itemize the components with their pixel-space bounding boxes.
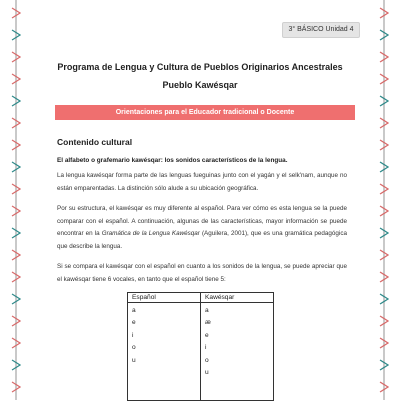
- border-motif-mark: [12, 140, 20, 150]
- border-motif-mark: [380, 8, 388, 18]
- kawesqar-vowels-cell: [201, 303, 274, 401]
- border-motif-mark: [12, 74, 20, 84]
- border-motif-mark: [380, 162, 388, 172]
- vowel-espanol: o: [132, 344, 136, 352]
- vowel-kawesqar: o: [205, 356, 209, 364]
- border-motif-mark: [12, 30, 20, 40]
- paragraph-structure: [57, 203, 347, 253]
- unit-tag: 3° BÁSICO Unidad 4: [282, 22, 360, 38]
- border-motif-mark: [380, 382, 388, 392]
- border-motif-mark: [380, 272, 388, 282]
- paragraph-structure-text: Por su estructura, el kawésqar es muy diferente al español. Para ver cómo es esta lengua se la puede comparar con el español. A continuación, algunas de las características, mayor información se puede encontrar en la: [57, 205, 347, 237]
- border-motif-mark: [380, 360, 388, 370]
- grammar-reference: Gramática de la Lengua Kawésqar: [101, 230, 200, 237]
- border-motif-mark: [380, 140, 388, 150]
- border-motif-mark: [380, 184, 388, 194]
- border-motif-mark: [12, 228, 20, 238]
- paragraph-structure-tail: (Aguilera, 2001), que es una gramática pedagógica que describe la lengua.: [57, 230, 347, 250]
- program-title: Programa de Lengua y Cultura de Pueblos Originarios Ancestrales: [57, 62, 343, 72]
- decorative-border-left: [11, 0, 21, 400]
- border-motif-right: [379, 0, 389, 400]
- border-motif-mark: [380, 96, 388, 106]
- subheading: El alfabeto o grafemario kawésqar: los sonidos característicos de la lengua.: [57, 157, 288, 164]
- border-motif-mark: [12, 316, 20, 326]
- border-motif-mark: [380, 338, 388, 348]
- border-motif-mark: [12, 96, 20, 106]
- people-title: Pueblo Kawésqar: [162, 80, 238, 90]
- border-motif-mark: [12, 272, 20, 282]
- vowel-kawesqar: u: [205, 368, 209, 376]
- vowel-espanol: u: [132, 356, 136, 364]
- border-motif-mark: [12, 52, 20, 62]
- border-motif-mark: [380, 52, 388, 62]
- border-motif-mark: [12, 162, 20, 172]
- border-motif-mark: [380, 74, 388, 84]
- border-motif-mark: [12, 294, 20, 304]
- vowel-comparison-table: [127, 292, 274, 401]
- vowel-kawesqar: e: [205, 331, 209, 339]
- border-motif-mark: [12, 250, 20, 260]
- vowel-espanol: i: [132, 331, 134, 339]
- column-header-espanol: Español: [128, 293, 201, 303]
- vowel-kawesqar: æ: [205, 319, 211, 327]
- border-motif-mark: [12, 206, 20, 216]
- paragraph-intro: La lengua kawésqar forma parte de las lenguas fueguinas junto con el yagán y el selk'nam, aunque no están emparentadas. La distinción sólo alude a su ubicación geográfica.: [57, 172, 347, 192]
- espanol-vowels-cell: [128, 303, 201, 401]
- border-motif-mark: [12, 8, 20, 18]
- border-motif-mark: [12, 118, 20, 128]
- border-motif-left: [11, 0, 21, 400]
- border-motif-mark: [12, 184, 20, 194]
- guidance-banner: Orientaciones para el Educador tradicional o Docente: [55, 105, 355, 120]
- vowel-kawesqar: a: [205, 307, 209, 314]
- border-motif-mark: [380, 228, 388, 238]
- vowel-espanol: a: [132, 307, 136, 314]
- border-motif-mark: [12, 382, 20, 392]
- border-motif-mark: [380, 250, 388, 260]
- vowel-espanol: e: [132, 319, 136, 327]
- border-motif-mark: [380, 118, 388, 128]
- paragraph-vowels: Si se compara el kawésqar con el español en cuanto a los sonidos de la lengua, se puede apreciar que el kawésqar tiene 6 vocales, en tanto que el español tiene 5:: [57, 263, 347, 283]
- decorative-border-right: [379, 0, 389, 400]
- column-header-kawesqar: Kawésqar: [201, 293, 274, 303]
- vowel-kawesqar: i: [205, 344, 207, 352]
- border-motif-mark: [380, 206, 388, 216]
- border-motif-mark: [380, 294, 388, 304]
- section-title: Contenido cultural: [57, 137, 133, 147]
- border-motif-mark: [380, 316, 388, 326]
- border-motif-mark: [380, 30, 388, 40]
- border-motif-mark: [12, 338, 20, 348]
- border-motif-mark: [12, 360, 20, 370]
